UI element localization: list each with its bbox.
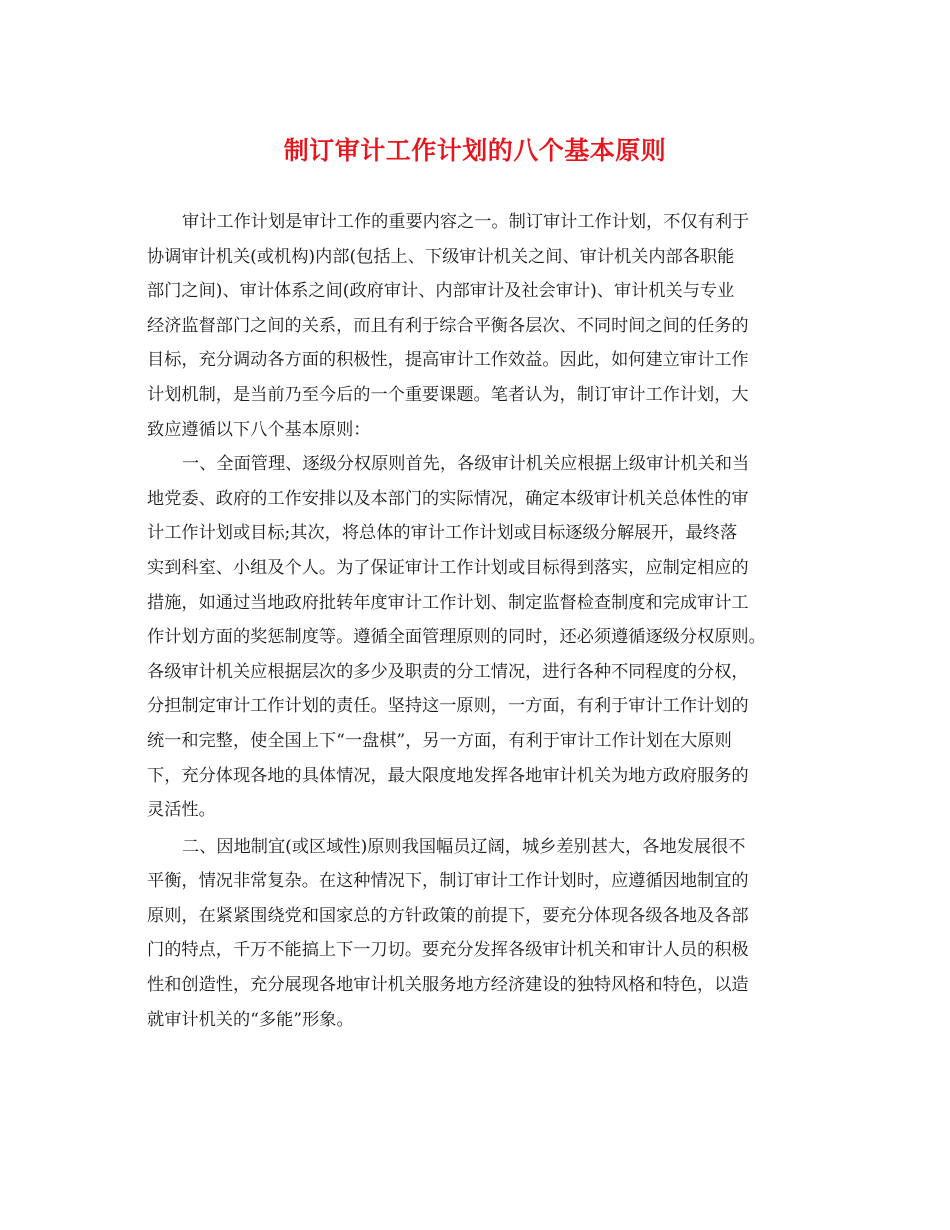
paragraph-intro bbox=[147, 205, 807, 447]
text-line: 下，充分体现各地的具体情况，最大限度地发挥各地审计机关为地方政府服务的 bbox=[147, 765, 749, 786]
text-line: 计工作计划或目标;其次，将总体的审计工作计划或目标逐级分解展开，最终落 bbox=[147, 523, 738, 544]
text-line: 一、全面管理、逐级分权原则首先，各级审计机关应根据上级审计机关和当 bbox=[182, 454, 750, 475]
text-line: 分担制定审计工作计划的责任。坚持这一原则，一方面，有利于审计工作计划的 bbox=[147, 696, 749, 717]
text-line: 性和创造性，充分展现各地审计机关服务地方经济建设的独特风格和特色，以造 bbox=[147, 975, 749, 996]
document-body bbox=[147, 205, 807, 1037]
text-line: 措施，如通过当地政府批转年度审计工作计划、制定监督检查制度和完成审计工 bbox=[147, 592, 749, 613]
text-line: 作计划方面的奖惩制度等。遵循全面管理原则的同时，还必须遵循逐级分权原则。 bbox=[147, 627, 766, 648]
text-line: 协调审计机关(或机构)内部(包括上、下级审计机关之间、审计机关内部各职能 bbox=[147, 246, 735, 267]
text-line: 审计工作计划是审计工作的重要内容之一。制订审计工作计划，不仅有利于 bbox=[182, 212, 750, 232]
text-line: 部门之间)、审计体系之间(政府审计、内部审计及社会审计)、审计机关与专业 bbox=[147, 281, 735, 302]
text-line: 门的特点，千万不能搞上下一刀切。要充分发挥各级审计机关和审计人员的积极 bbox=[147, 940, 749, 961]
text-line: 致应遵循以下八个基本原则： bbox=[147, 419, 371, 440]
text-line: 平衡，情况非常复杂。在这种情况下，制订审计工作计划时，应遵循因地制宜的 bbox=[147, 871, 749, 892]
text-line: 统一和完整，使全国上下“一盘棋”，另一方面，有利于审计工作计划在大原则 bbox=[147, 730, 732, 751]
text-line: 经济监督部门之间的关系，而且有利于综合平衡各层次、不同时间之间的任务的 bbox=[147, 315, 749, 336]
text-line: 计划机制，是当前乃至今后的一个重要课题。笔者认为，制订审计工作计划，大 bbox=[147, 384, 749, 405]
text-line: 原则，在紧紧围绕党和国家总的方针政策的前提下，要充分体现各级各地及各部 bbox=[147, 905, 749, 926]
text-line: 各级审计机关应根据层次的多少及职责的分工情况，进行各种不同程度的分权， bbox=[147, 661, 749, 682]
paragraph-principle-2 bbox=[147, 830, 807, 1038]
text-line: 灵活性。 bbox=[147, 800, 216, 821]
text-line: 目标，充分调动各方面的积极性，提高审计工作效益。因此，如何建立审计工作 bbox=[147, 350, 749, 371]
paragraph-principle-1 bbox=[147, 447, 807, 828]
document-title: 制订审计工作计划的八个基本原则 bbox=[283, 136, 667, 165]
text-line: 二、因地制宜(或区域性)原则我国幅员辽阔，城乡差别甚大，各地发展很不 bbox=[182, 836, 746, 857]
text-line: 就审计机关的“多能”形象。 bbox=[147, 1009, 354, 1030]
text-line: 实到科室、小组及个人。为了保证审计工作计划或目标得到落实，应制定相应的 bbox=[147, 557, 749, 578]
text-line: 地党委、政府的工作安排以及本部门的实际情况，确定本级审计机关总体性的审 bbox=[147, 488, 749, 509]
